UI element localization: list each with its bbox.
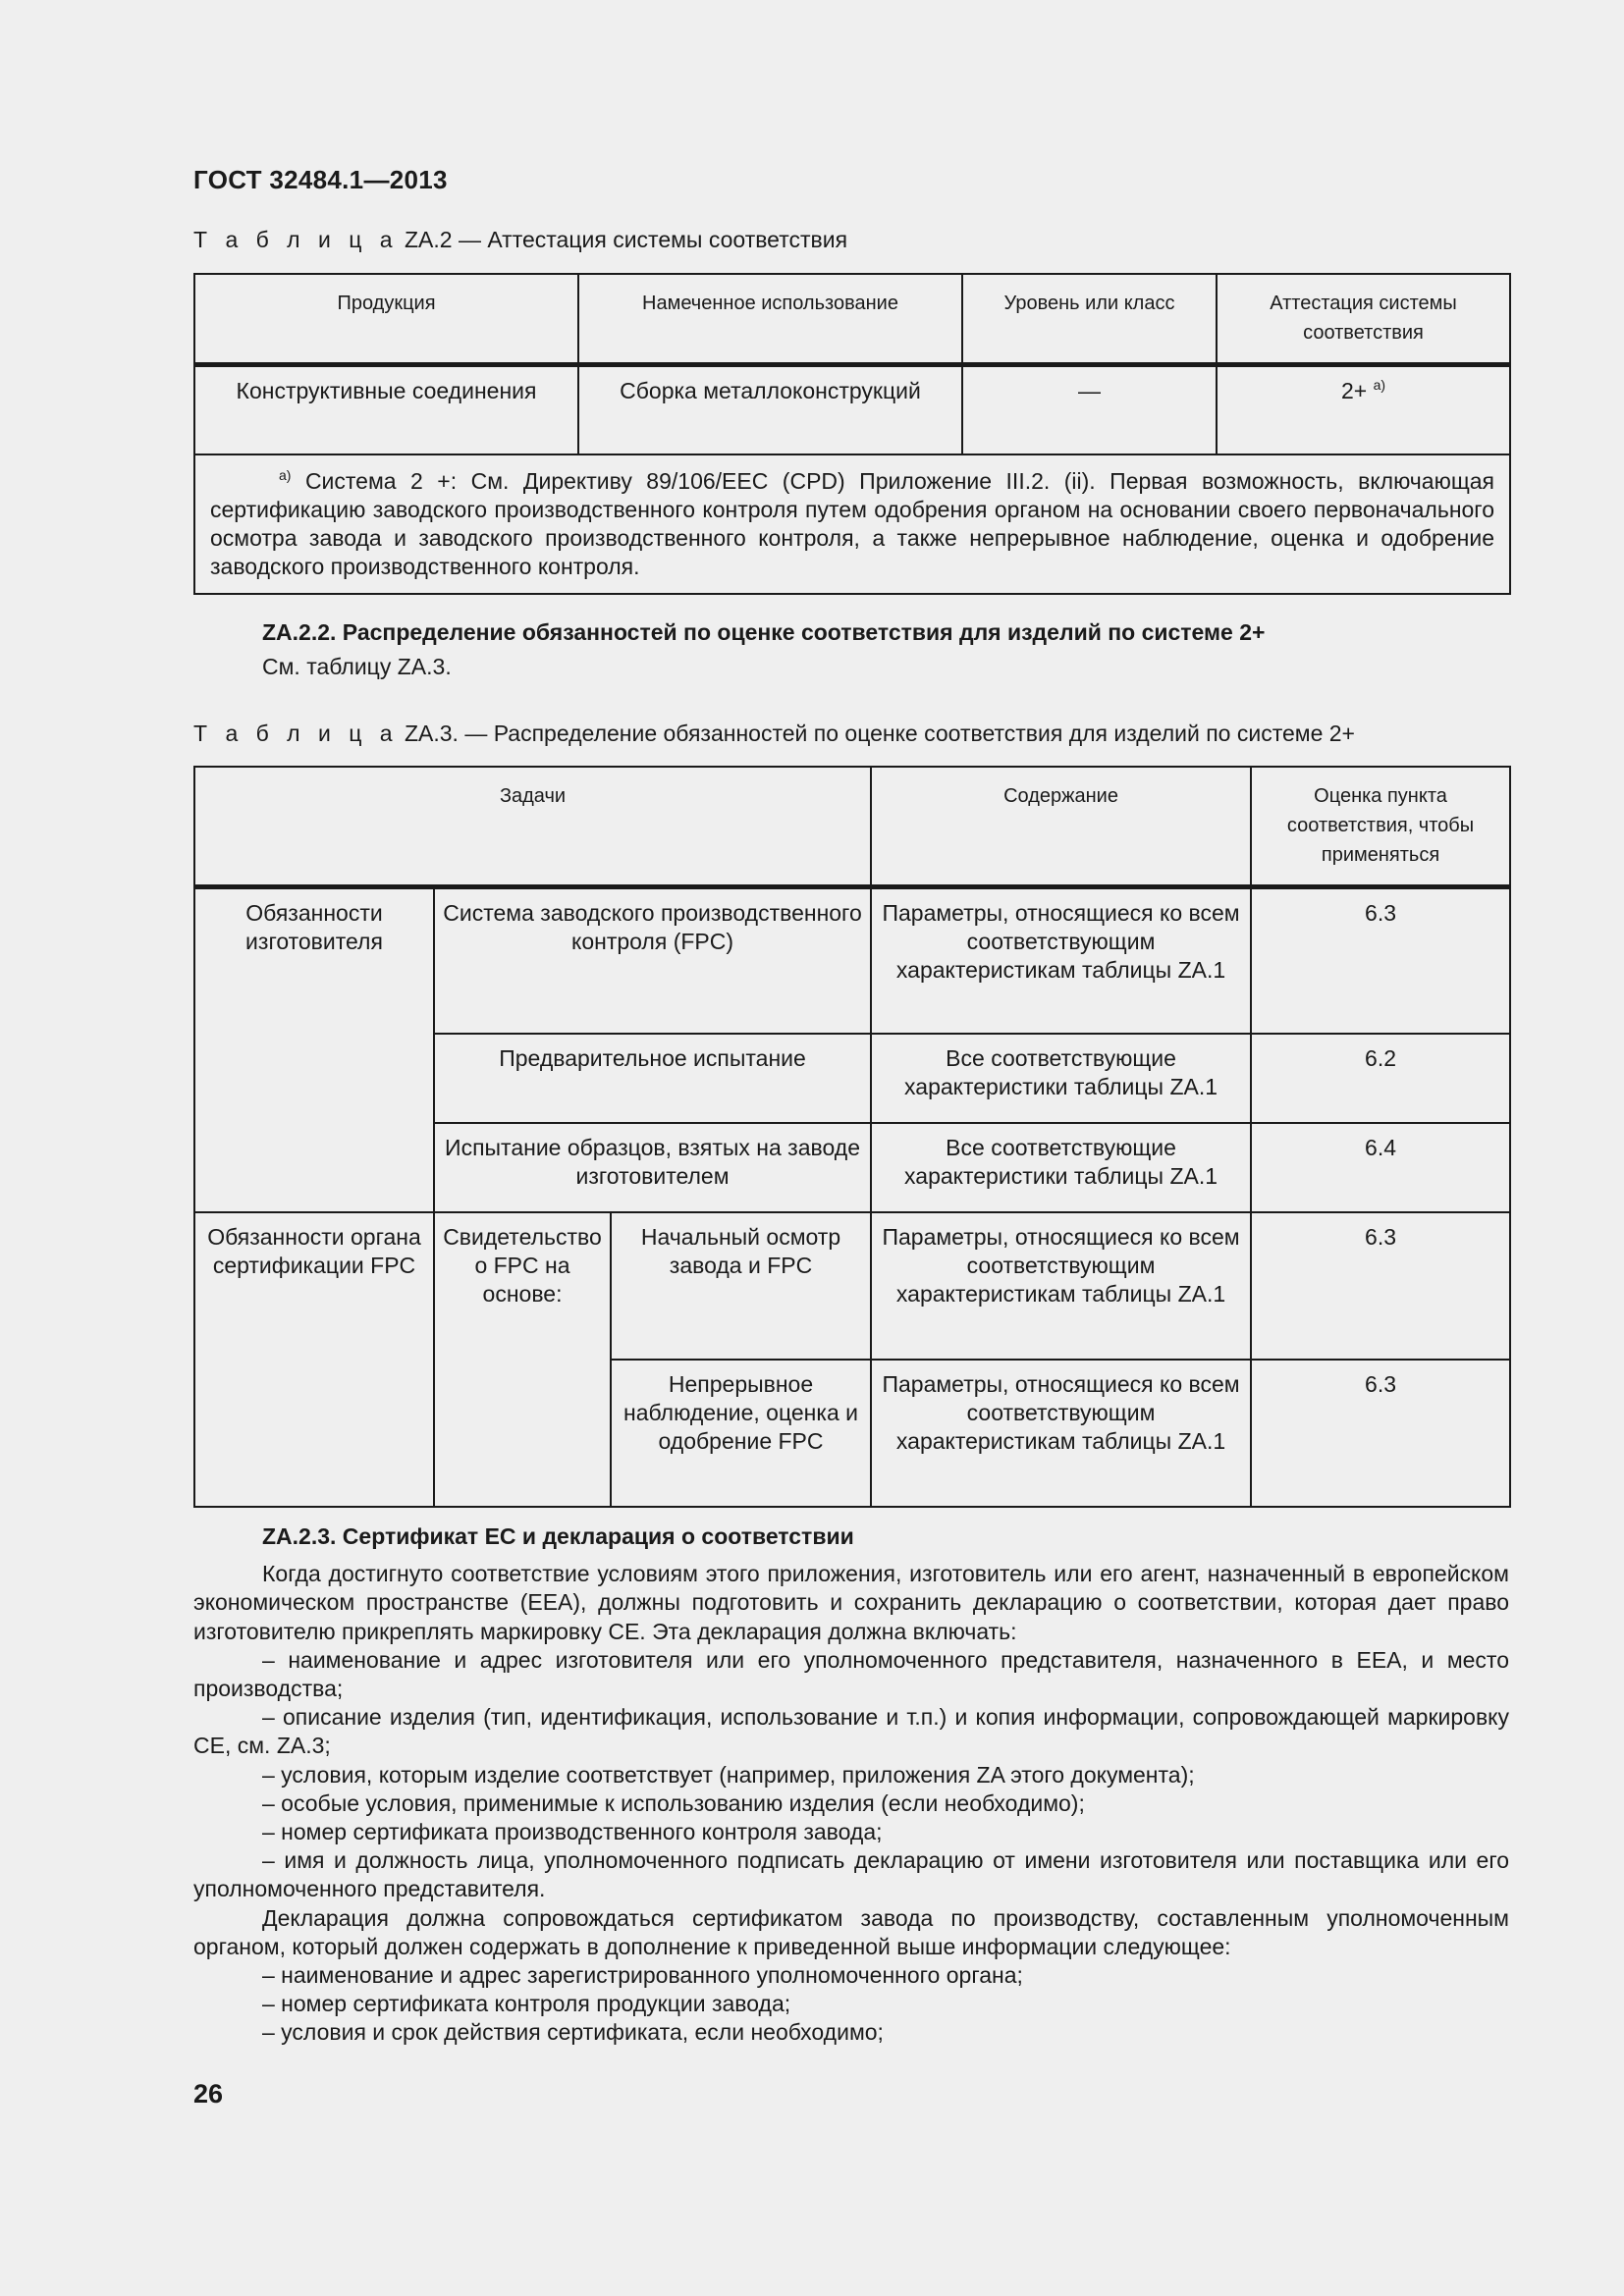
clause-cell: 6.2 bbox=[1251, 1034, 1510, 1123]
list-item: – условия и срок действия сертификата, если необходимо; bbox=[262, 2019, 884, 2046]
table-header-cell: Задачи bbox=[194, 767, 871, 886]
table-header-cell: Аттестация системы соответствия bbox=[1217, 274, 1510, 364]
list-item: – особые условия, применимые к использованию изделия (если необходимо); bbox=[262, 1789, 1085, 1816]
task-cell: Предварительное испытание bbox=[434, 1034, 871, 1123]
task-cell: Испытание образцов, взятых на заводе изготовителем bbox=[434, 1123, 871, 1212]
footnote-mark: а) bbox=[1373, 376, 1386, 393]
table-label: Т а б л и ц а bbox=[193, 721, 399, 746]
table-header-cell: Оценка пункта соответствия, чтобы применяться bbox=[1251, 767, 1510, 886]
section-za22 bbox=[193, 618, 1509, 681]
list-item: – наименование и адрес изготовителя или его уполномоченного представителя, назначенного в ЕЕА, и место производства; bbox=[193, 1646, 1509, 1702]
group-label-manufacturer: Обязанности изготовителя bbox=[194, 886, 434, 1212]
table-za2 bbox=[193, 273, 1511, 595]
section-heading: ZA.2.3. Сертификат ЕС и декларация о соответствии bbox=[262, 1523, 854, 1549]
list-item: – номер сертификата производственного контроля завода; bbox=[262, 1819, 883, 1845]
section-text: См. таблицу ZA.3. bbox=[262, 654, 452, 680]
table-header-cell: Содержание bbox=[871, 767, 1251, 886]
content-cell: Параметры, относящиеся ко всем соответствующим характеристикам таблицы ZA.1 bbox=[871, 886, 1251, 1034]
footnote-text: Система 2 +: См. Директиву 89/106/EEC (CPD) Приложение III.2. (ii). Первая возможность, включающая сертификацию заводского производственного контроля путем одобрения органом на основании своего первоначального осмотра завода и заводского производственного контроля, а также непрерывное наблюдение, оценка и одобрение заводского производственного контроля. bbox=[210, 468, 1495, 579]
content-cell: Все соответствующие характеристики таблицы ZA.1 bbox=[871, 1034, 1251, 1123]
clause-cell: 6.3 bbox=[1251, 886, 1510, 1034]
cell-value: 2+ bbox=[1340, 377, 1368, 403]
task-cell: Система заводского производственного контроля (FPC) bbox=[434, 886, 871, 1034]
clause-cell: 6.3 bbox=[1251, 1360, 1510, 1507]
group-label-certification-body: Обязанности органа сертификации FPC bbox=[194, 1212, 434, 1507]
list-item: – условия, которым изделие соответствует (например, приложения ZA этого документа); bbox=[262, 1761, 1195, 1788]
content-cell: Все соответствующие характеристики таблицы ZA.1 bbox=[871, 1123, 1251, 1212]
table-title: ZA.3. — Распределение обязанностей по оценке соответствия для изделий по системе 2+ bbox=[404, 721, 1355, 746]
table-cell bbox=[1217, 364, 1510, 454]
table-label: Т а б л и ц а bbox=[193, 227, 399, 252]
paragraph: Декларация должна сопровождаться сертификатом завода по производству, составленным уполномоченным органом, который должен содержать в дополнение к приведенной выше информации следующее: bbox=[193, 1904, 1509, 1959]
table-za3-caption bbox=[193, 721, 1355, 747]
table-cell: — bbox=[962, 364, 1217, 454]
content-cell: Параметры, относящиеся ко всем соответствующим характеристикам таблицы ZA.1 bbox=[871, 1360, 1251, 1507]
table-footnote bbox=[194, 454, 1510, 594]
clause-cell: 6.4 bbox=[1251, 1123, 1510, 1212]
content-cell: Параметры, относящиеся ко всем соответствующим характеристикам таблицы ZA.1 bbox=[871, 1212, 1251, 1360]
task-cell: Непрерывное наблюдение, оценка и одобрение FPC bbox=[611, 1360, 871, 1507]
list-item: – описание изделия (тип, идентификация, использование и т.п.) и копия информации, сопровождающей маркировку СЕ, см. ZA.3; bbox=[193, 1704, 1509, 1759]
table-header-cell: Продукция bbox=[194, 274, 578, 364]
table-header-cell: Уровень или класс bbox=[962, 274, 1217, 364]
page-number: 26 bbox=[193, 2079, 224, 2109]
section-za23 bbox=[193, 1522, 1509, 2048]
subgroup-label: Свидетельство о FPC на основе: bbox=[434, 1212, 611, 1507]
list-item: – наименование и адрес зарегистрированного уполномоченного органа; bbox=[262, 1962, 1023, 1989]
task-cell: Начальный осмотр завода и FPC bbox=[611, 1212, 871, 1360]
table-za2-caption bbox=[193, 227, 847, 253]
paragraph: Когда достигнуто соответствие условиям этого приложения, изготовитель или его агент, назначенный в европейском экономическом пространстве (ЕЕА), должны подготовить и сохранить декларацию о соответствии, которая дает право изготовителю прикреплять маркировку СЕ. Эта декларация должна включать: bbox=[193, 1561, 1509, 1644]
table-cell: Сборка металлоконструкций bbox=[578, 364, 962, 454]
list-item: – имя и должность лица, уполномоченного подписать декларацию от имени изготовителя или поставщика или его уполномоченного представителя. bbox=[193, 1847, 1509, 1902]
table-header-cell: Намеченное использование bbox=[578, 274, 962, 364]
table-za3 bbox=[193, 766, 1511, 1508]
table-cell: Конструктивные соединения bbox=[194, 364, 578, 454]
table-title: ZA.2 — Аттестация системы соответствия bbox=[404, 227, 848, 252]
footnote-mark: а) bbox=[279, 467, 292, 483]
clause-cell: 6.3 bbox=[1251, 1212, 1510, 1360]
section-heading: ZA.2.2. Распределение обязанностей по оценке соответствия для изделий по системе 2+ bbox=[262, 619, 1266, 645]
document-header: ГОСТ 32484.1—2013 bbox=[193, 165, 448, 194]
list-item: – номер сертификата контроля продукции завода; bbox=[262, 1991, 791, 2017]
